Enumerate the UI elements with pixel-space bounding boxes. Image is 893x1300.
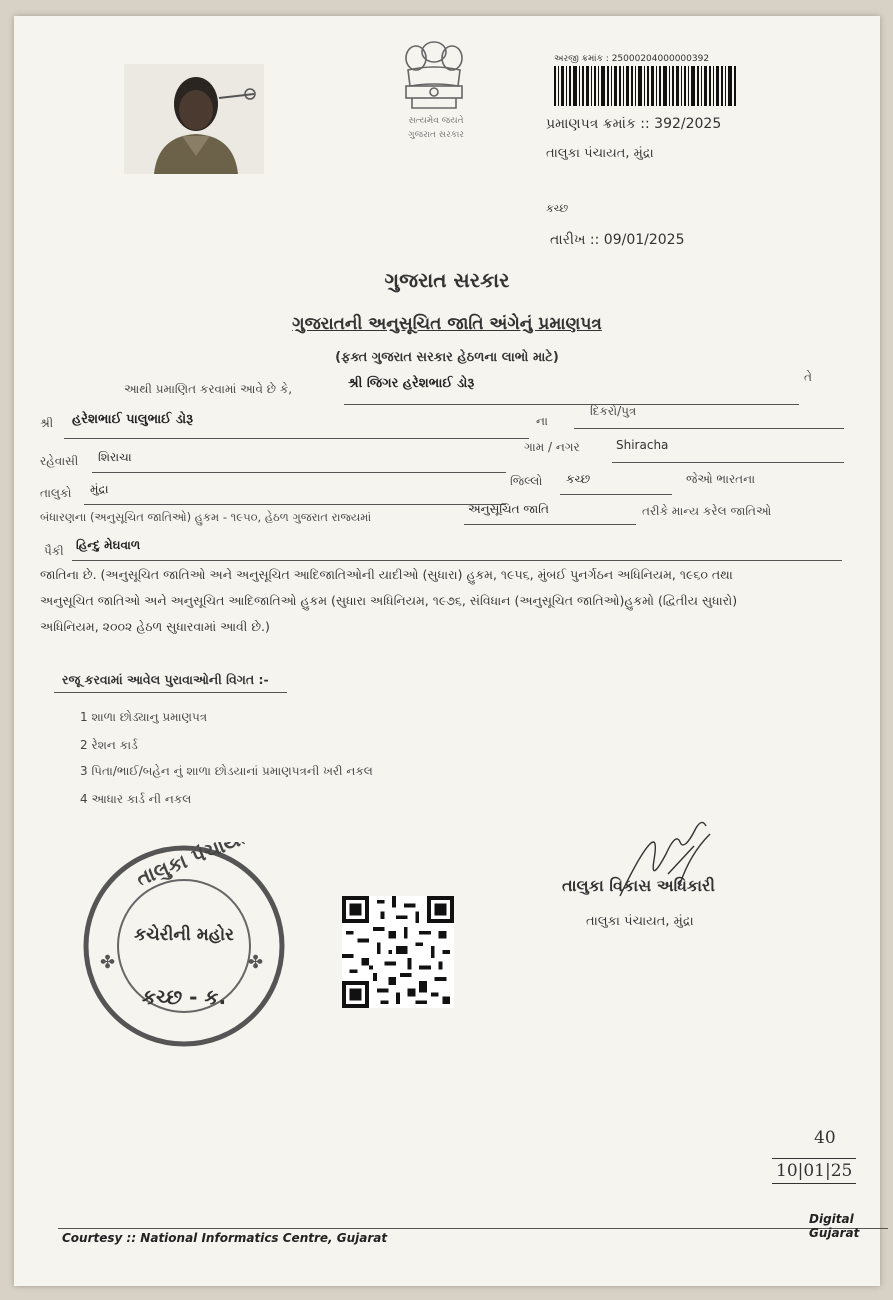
taluka-label: તાલુકો <box>40 486 72 500</box>
evidence-item-1: 1 શાળા છોડ્યાનુ પ્રમાણપત્ર <box>80 710 208 724</box>
resident-value: શિરાચા <box>98 450 132 464</box>
certify-label: આથી પ્રમાણિત કરવામાં આવે છે કે, <box>124 382 293 396</box>
district-field <box>560 468 672 495</box>
recognized-text: તરીકે માન્ય કરેલ જાતિઓ <box>642 504 772 518</box>
handwritten-number: 40 <box>814 1128 836 1148</box>
evidence-heading: રજૂ કરવામાં આવેલ પુરાવાઓની વિગત :- <box>54 672 287 693</box>
issue-date: તારીખ :: 09/01/2025 <box>550 232 685 248</box>
applicant-photo <box>124 64 264 174</box>
application-number: અરજી ક્રમાંક : 25000204000000392 <box>554 54 710 64</box>
office-seal <box>80 842 288 1050</box>
paragraph-line-2: અનુસૂચિત જાતિઓ અને અનુસૂચિત આદિજાતિઓ હુકમ (સુધારા અધિનિયમ, ૧૯૭૬, સંવિધાન (અનુસૂચિત જાતિઓ)હુકમો (દ્વિતીય સુધારો) <box>40 593 738 608</box>
parent-name-field <box>64 408 529 439</box>
handwritten-date: 10|01|25 <box>772 1158 856 1184</box>
village-label: ગામ / નગર <box>524 440 580 454</box>
qr-code-icon <box>342 896 454 1008</box>
certificate-title: ગુજરાતની અનુસૂચિત જાતિ અંગેનું પ્રમાણપત્ર <box>292 314 602 334</box>
footer-brand: Digital Gujarat <box>809 1212 860 1240</box>
district-label: જિલ્લો <box>510 474 543 488</box>
caste-value: હિન્દુ મેઘવાળ <box>76 538 141 552</box>
government-title: ગુજરાત સરકાર <box>384 268 510 292</box>
order-text: બંધારણના (અનુસૂચિત જાતિઓ) હુકમ - ૧૯૫૦, હેઠળ ગુજરાત રાજ્યમાં <box>40 510 372 524</box>
certificate-number: પ્રમાણપત્ર ક્રમાંક :: 392/2025 <box>546 116 722 132</box>
issuing-district: કચ્છ <box>546 202 569 215</box>
parent-name: હરેશભાઈ પાલુભાઈ ડોરૂ <box>72 412 194 427</box>
taluka-field <box>84 478 506 505</box>
seal-left-flower-icon: ✤ <box>100 952 116 973</box>
village-value-en: Shiracha <box>616 438 669 452</box>
holder-name-field <box>344 374 799 405</box>
seal-ring-text: તાલુકા પંચાયત <box>132 842 256 891</box>
holder-name: શ્રી જિગર હરેશભાઈ ડોરૂ <box>348 376 475 391</box>
legal-paragraph <box>40 562 860 640</box>
certificate-page <box>14 16 880 1286</box>
national-emblem <box>386 34 482 146</box>
emblem-caption: ગુજરાત સરકાર <box>408 130 464 140</box>
barcode-icon <box>554 66 736 106</box>
footer-courtesy: Courtesy :: National Informatics Centre, Gujarat <box>62 1231 388 1245</box>
signatory-office: તાલુકા પંચાયત, મુંદ્રા <box>586 914 694 929</box>
ashoka-emblem-icon <box>386 34 482 116</box>
category-value: અનુસૂચિત જાતિ <box>468 502 549 516</box>
emblem-motto: સત્યમેવ જયતે <box>408 116 464 126</box>
certificate-note: (ફક્ત ગુજરાત સરકાર હેઠળના લાભો માટે) <box>335 350 559 365</box>
evidence-item-2: 2 રેશન કાર્ડ <box>80 738 138 752</box>
na-label: ના <box>536 414 548 428</box>
shri-label: શ્રી <box>40 416 54 430</box>
stamp-icon <box>80 842 288 1050</box>
resident-field <box>92 446 506 473</box>
paragraph-line-1: જાતિના છે. (અનુસૂચિત જાતિઓ અને અનુસૂચિત આદિજાતિઓની યાદીઓ (સુધારા) હુકમ, ૧૯૫૬, મુંબઈ પુનર્ગઠન અધિનિયમ, ૧૯૬૦ તથા <box>40 567 733 582</box>
evidence-item-4: 4 આધાર કાર્ડ ની નકલ <box>80 792 192 806</box>
caste-prefix: પૈકી <box>44 544 64 558</box>
caste-field <box>72 534 842 561</box>
seal-bottom-text: કચ્છ - ક. <box>141 985 227 1009</box>
footer-divider <box>58 1228 888 1229</box>
district-value: કચ્છ <box>566 472 591 486</box>
evidence-item-3: 3 પિતા/ભાઈ/બહેન નું શાળા છોડયાનાં પ્રમાણપત્રની ખરી નકલ <box>80 764 373 778</box>
taluka-value: મુંદ્રા <box>90 482 109 496</box>
seal-center-text: કચેરીની મહોર <box>134 925 234 945</box>
person-photo-icon <box>124 64 264 174</box>
paragraph-line-3: અધિનિયમ, ૨૦૦૨ હેઠળ સુધારવામાં આવી છે.) <box>40 619 270 634</box>
relation-value: દિકરો/પુત્ર <box>590 404 637 418</box>
india-label: જેઓ ભારતના <box>686 472 756 486</box>
seal-right-flower-icon: ✤ <box>248 952 264 973</box>
relation-field <box>574 402 844 429</box>
te-label: તે <box>804 370 812 384</box>
resident-label: રહેવાસી <box>40 454 79 468</box>
category-field <box>464 500 636 525</box>
signatory-title: તાલુકા વિકાસ અધિકારી <box>562 876 715 895</box>
issuing-office: તાલુકા પંચાયત, મુંદ્રા <box>546 146 654 161</box>
village-field-en <box>612 436 844 463</box>
